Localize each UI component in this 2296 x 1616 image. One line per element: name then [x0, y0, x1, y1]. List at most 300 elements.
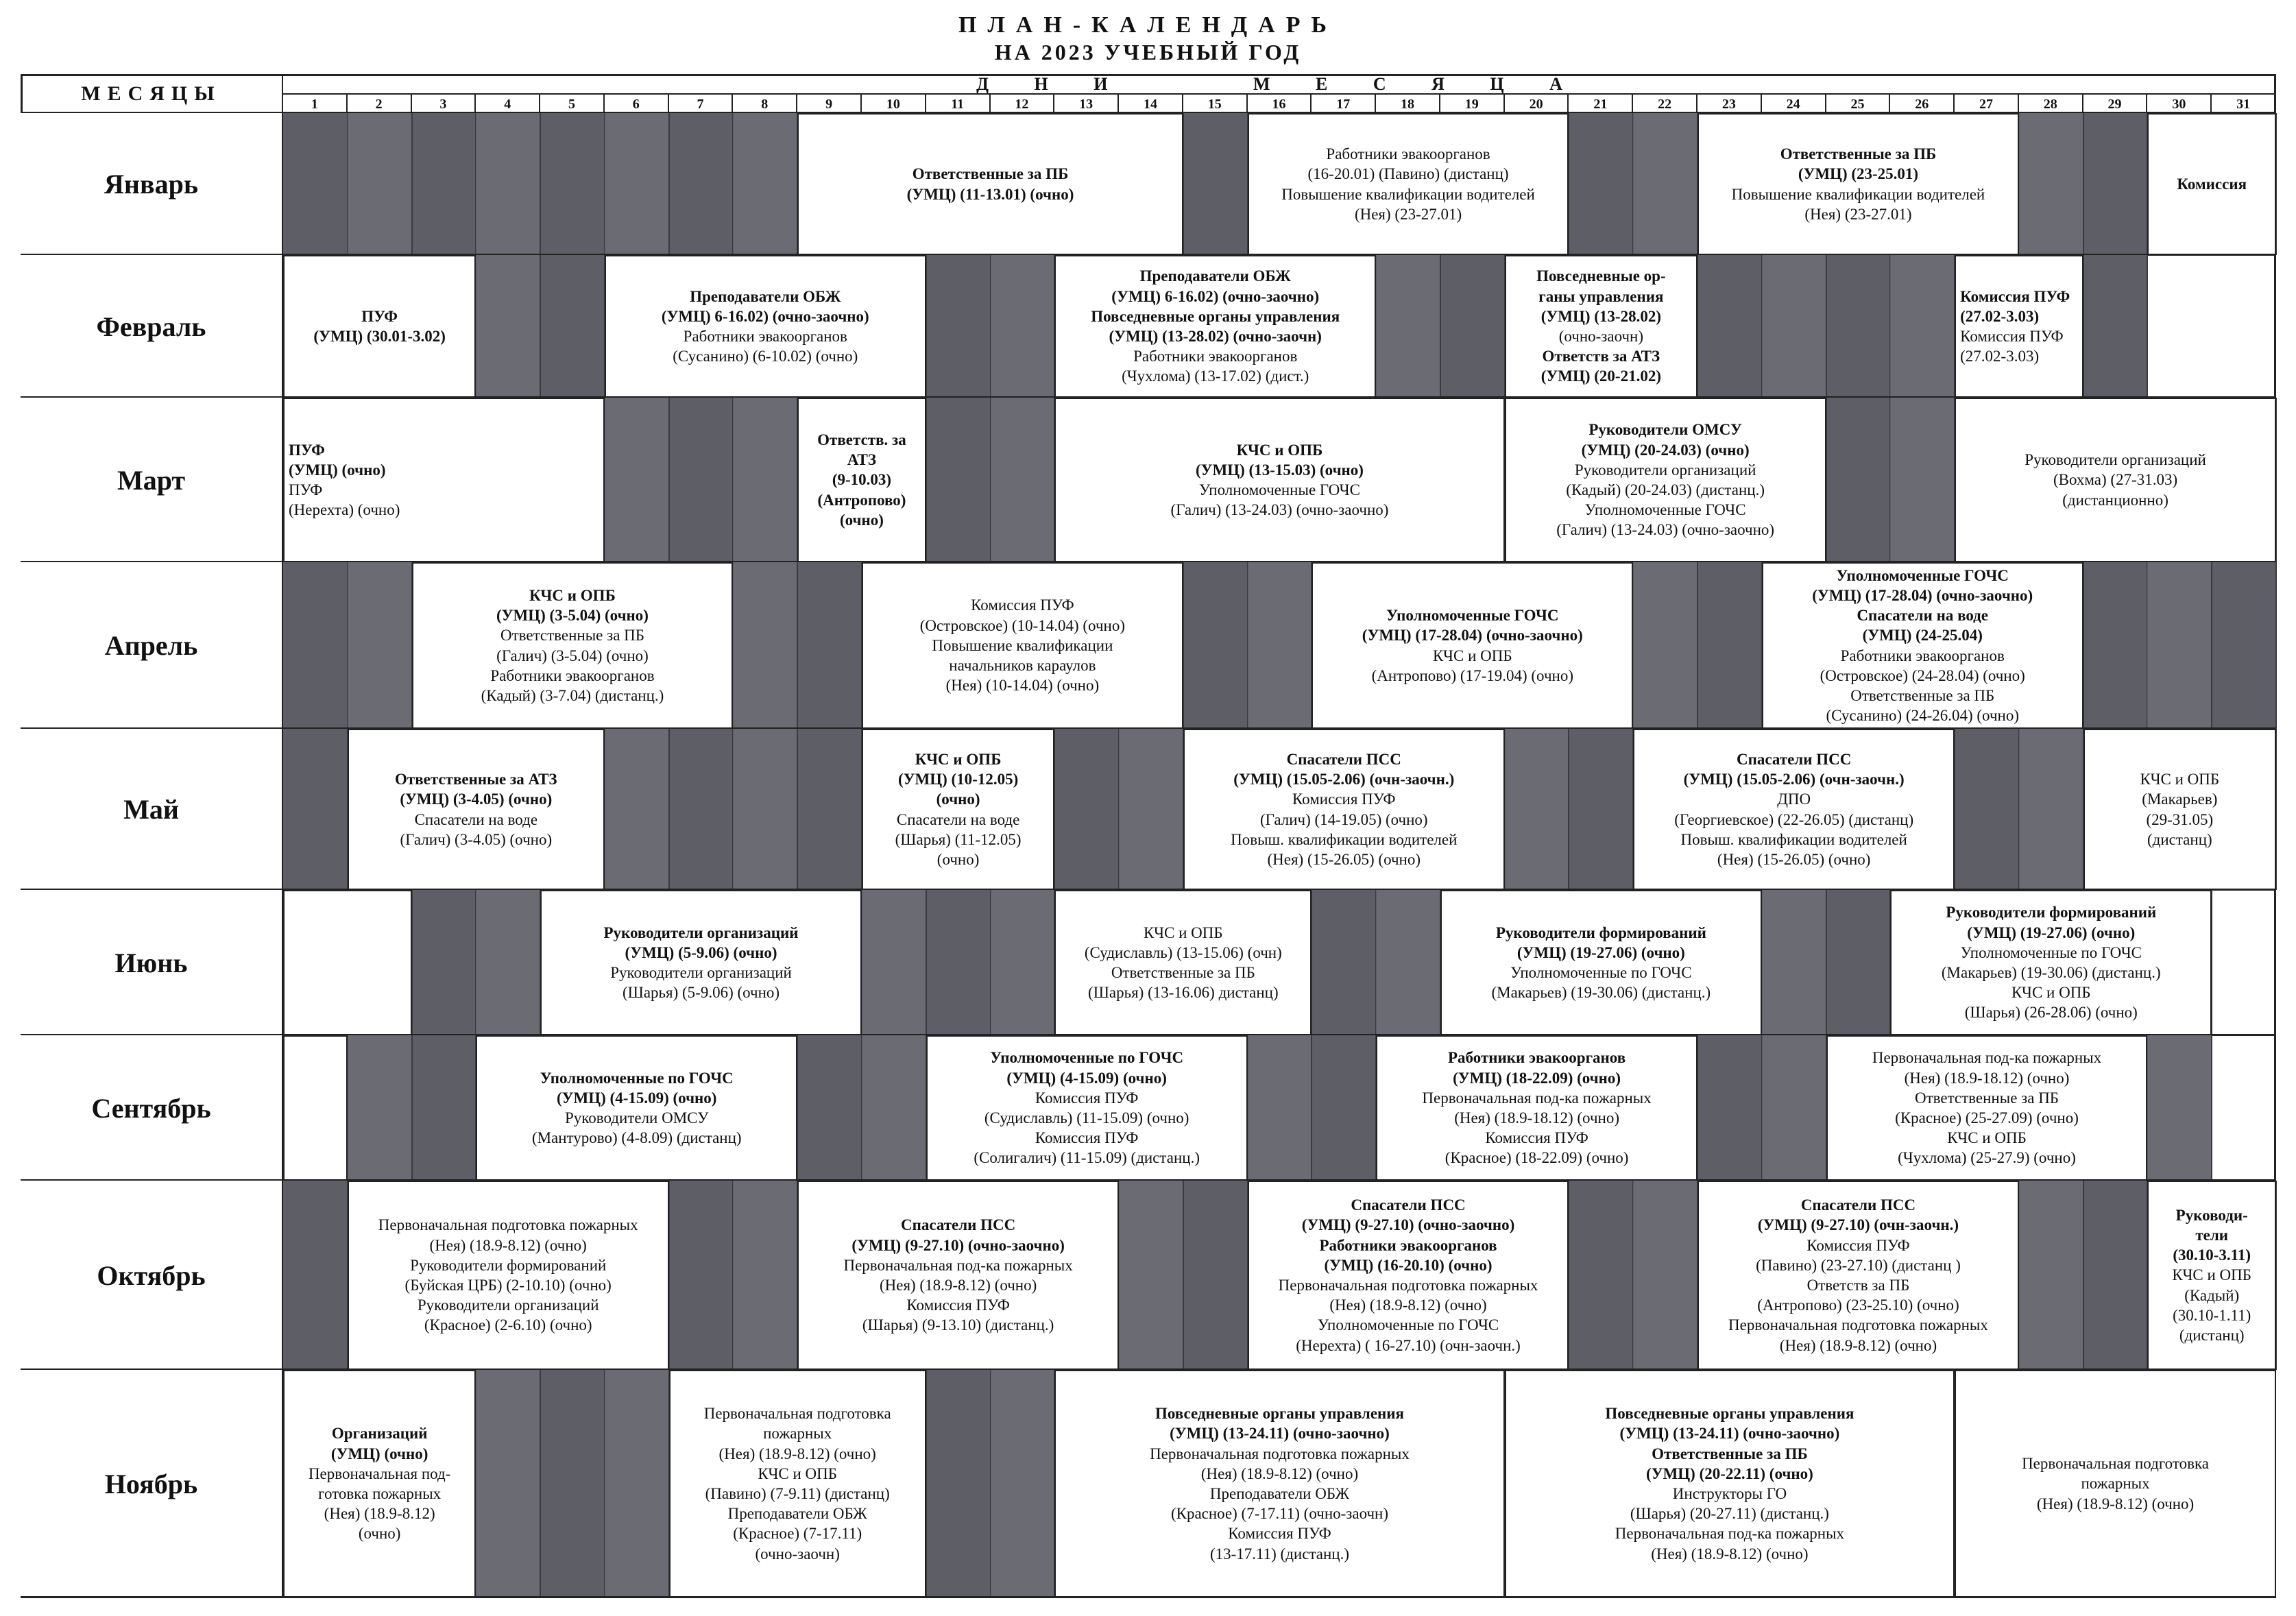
- event-line: Первоначальная под-ка пожарных: [1615, 1525, 1845, 1543]
- day-number: 8: [733, 95, 797, 114]
- event-line: (Островское) (10-14.04) (очно): [919, 616, 1125, 634]
- month-label: Сентябрь: [21, 1035, 283, 1181]
- event-line: Комиссия: [2177, 175, 2247, 193]
- event-cell: [2147, 1181, 2276, 1370]
- day-stripe: [862, 890, 926, 1035]
- event-line: Ответственные за ПБ: [1850, 686, 1995, 704]
- event-cell: [862, 729, 1054, 890]
- event-cell: [1890, 890, 2212, 1035]
- event-cell: [1955, 398, 2276, 562]
- day-stripe: [1890, 398, 1955, 562]
- event-line: (Кадый) (3-7.04) (дистанц.): [481, 686, 664, 704]
- day-divider: [2275, 562, 2277, 729]
- event-line: (Кадый): [2184, 1286, 2240, 1304]
- event-line: Спасатели ПСС: [900, 1216, 1016, 1234]
- event-line: (Галич) (13-24.03) (очно-заочно): [1556, 521, 1775, 539]
- day-stripe: [605, 113, 669, 255]
- day-stripe: [1248, 1035, 1312, 1181]
- day-stripe: [605, 1370, 669, 1597]
- day-number: 17: [1312, 95, 1376, 114]
- event-cell: [1762, 562, 2083, 729]
- event-line: (Солигалич) (11-15.09) (дистанц.): [974, 1149, 1200, 1167]
- event-line: КЧС и ОПБ: [1947, 1129, 2027, 1147]
- event-line: Повседневные органы управления: [1605, 1405, 1854, 1423]
- event-line: пожарных: [763, 1425, 832, 1443]
- day-number: 3: [412, 95, 476, 114]
- event-line: Уполномоченные ГОЧС: [1584, 501, 1746, 519]
- event-line: (Галич) (3-4.05) (очно): [400, 830, 553, 848]
- event-line: Работники эвакоорганов: [683, 328, 847, 345]
- event-line: (Нея) (18.9-8.12) (очно): [879, 1277, 1037, 1294]
- event-line: Уполномоченные ГОЧС: [1386, 607, 1559, 625]
- event-cell: [1955, 1370, 2276, 1597]
- month-label: Октябрь: [21, 1181, 283, 1370]
- day-number: 26: [1890, 95, 1955, 114]
- event-line: (дистанц): [2147, 830, 2212, 848]
- day-stripe: [2147, 1035, 2212, 1181]
- event-line: (Антропово) (17-19.04) (очно): [1371, 666, 1574, 684]
- event-line: Первоначальная подготовка: [703, 1405, 891, 1423]
- event-line: Первоначальная подготовка пожарных: [1278, 1277, 1538, 1294]
- event-line: (Шарья) (13-16.06) дистанц): [1088, 984, 1279, 1002]
- event-line: Спасатели на воде: [896, 810, 1020, 828]
- day-divider: [1440, 255, 1441, 398]
- day-number: 30: [2147, 95, 2212, 114]
- event-line: Ответств за АТЗ: [1542, 348, 1660, 365]
- event-line: Преподаватели ОБЖ: [1209, 1485, 1350, 1502]
- event-line: (Нея) (15-26.05) (очно): [1717, 850, 1871, 868]
- event-line: Первоначальная под-ка пожарных: [843, 1256, 1073, 1274]
- day-stripe: [733, 729, 797, 890]
- day-divider: [1697, 562, 1698, 729]
- day-stripe: [1248, 562, 1312, 729]
- event-line: КЧС и ОПБ: [529, 586, 616, 604]
- event-line: (УМЦ) (13-15.03) (очно): [1195, 461, 1364, 479]
- event-line: Работники эвакоорганов: [1840, 647, 2005, 664]
- event-line: (Нея) (15-26.05) (очно): [1267, 850, 1421, 868]
- event-line: Комиссия ПУФ: [1960, 287, 2070, 305]
- event-cell: [1376, 1035, 1697, 1181]
- event-line: Повышение квалификации водителей: [1731, 185, 1985, 203]
- event-line: (УМЦ) (4-15.09) (очно): [1006, 1069, 1167, 1087]
- event-line: Спасатели ПСС: [1351, 1196, 1466, 1214]
- event-cell: [1697, 1181, 2019, 1370]
- day-divider: [668, 113, 670, 255]
- event-line: Ответственные за ПБ: [1111, 964, 1255, 981]
- event-line: Организаций: [331, 1425, 428, 1443]
- event-line: (Макарьев): [2142, 791, 2218, 808]
- event-line: (очно-заочн): [1558, 328, 1644, 345]
- days-header: Д Н И М Е С Я Ц А: [283, 74, 2276, 95]
- event-line: (Нея) (18.9-18.12) (очно): [1454, 1109, 1619, 1126]
- day-stripe: [1762, 1035, 1826, 1181]
- event-line: Первоначальная подготовка пожарных: [1150, 1445, 1410, 1462]
- event-line: КЧС и ОПБ: [915, 750, 1002, 768]
- page-subtitle: НА 2023 УЧЕБНЫЙ ГОД: [994, 40, 1302, 64]
- event-line: Спасатели ПСС: [1286, 750, 1401, 768]
- event-line: (Нея) (18.9-8.12) (очно): [2036, 1495, 2195, 1512]
- event-line: Повышение квалификации водителей: [1281, 185, 1535, 203]
- day-number: 24: [1762, 95, 1826, 114]
- event-line: (УМЦ) (17-28.04) (очно-заочно): [1362, 627, 1583, 644]
- day-stripe: [1119, 729, 1183, 890]
- event-cell: [1054, 255, 1376, 398]
- event-line: (29-31.05): [2146, 810, 2214, 828]
- day-stripe: [2147, 562, 2212, 729]
- day-number: 9: [797, 95, 862, 114]
- event-line: (Галич) (14-19.05) (очно): [1259, 810, 1428, 828]
- event-line: Уполномоченные ГОЧС: [1199, 481, 1360, 498]
- day-number: 19: [1440, 95, 1505, 114]
- day-stripe: [348, 113, 412, 255]
- event-line: Уполномоченные ГОЧС: [1836, 566, 2009, 584]
- day-stripe: [1376, 255, 1440, 398]
- day-number: 13: [1054, 95, 1119, 114]
- event-line: (Шарья) (9-13.10) (дистанц.): [862, 1316, 1054, 1334]
- event-cell: [797, 1181, 1119, 1370]
- event-line: (30.10-1.11): [2173, 1306, 2251, 1324]
- event-line: Руководители организаций: [2025, 451, 2206, 469]
- event-cell: [283, 398, 605, 562]
- day-stripe: [605, 729, 669, 890]
- day-number: 25: [1826, 95, 1891, 114]
- event-line: готовка пожарных: [318, 1485, 442, 1502]
- day-divider: [540, 113, 541, 255]
- event-line: (Антропово) (23-25.10) (очно): [1757, 1297, 1959, 1314]
- event-line: ПУФ: [289, 441, 325, 459]
- event-line: (Нея) (18.9-8.12) (очно): [1651, 1545, 1809, 1563]
- month-label: Май: [21, 729, 283, 890]
- day-divider: [540, 1370, 541, 1597]
- event-line: (дистанц): [2179, 1327, 2245, 1344]
- event-line: (очно): [358, 1525, 401, 1543]
- event-line: КЧС и ОПБ: [1433, 647, 1512, 664]
- event-cell: [797, 398, 926, 562]
- day-divider: [1826, 890, 1827, 1035]
- event-line: (Нея) (18.9-8.12) (очно): [718, 1445, 876, 1462]
- event-line: Ответств за ПБ: [1806, 1277, 1910, 1294]
- event-line: (Макарьев) (19-30.06) (дистанц.): [1941, 964, 2161, 981]
- day-stripe: [476, 890, 540, 1035]
- day-stripe: [2019, 729, 2083, 890]
- event-line: Работники эвакоорганов: [1319, 1236, 1497, 1254]
- event-cell: [1248, 113, 1569, 255]
- event-line: Повседневные ор-: [1536, 267, 1666, 285]
- event-line: Уполномоченные по ГОЧС: [1960, 943, 2142, 961]
- event-line: (Красное) (18-22.09) (очно): [1445, 1149, 1629, 1167]
- event-line: Работники эвакоорганов: [1133, 348, 1298, 365]
- month-label: Апрель: [21, 562, 283, 729]
- event-line: (УМЦ) 6-16.02) (очно-заочно): [661, 307, 869, 325]
- day-number: 23: [1697, 95, 1762, 114]
- event-line: Уполномоченные по ГОЧС: [1317, 1316, 1499, 1334]
- event-line: Ответственные за ПБ: [1780, 145, 1937, 163]
- event-cell: [797, 113, 1183, 255]
- event-line: (Чухлома) (25-27.9) (очно): [1898, 1149, 2076, 1167]
- event-cell: [1054, 1370, 1504, 1597]
- event-line: Первоначальная подготовка пожарных: [1728, 1316, 1988, 1334]
- event-line: (УМЦ) (9-27.10) (очно-заочно): [1301, 1216, 1515, 1234]
- event-line: Руководи-: [2175, 1206, 2248, 1224]
- event-cell: [283, 890, 412, 1035]
- day-number: 21: [1569, 95, 1633, 114]
- event-line: Инструкторы ГО: [1672, 1485, 1787, 1502]
- event-cell: [283, 1035, 348, 1181]
- event-line: ПУФ: [289, 481, 323, 498]
- event-cell: [1505, 1370, 1955, 1597]
- event-line: (Буйская ЦРБ) (2-10.10) (очно): [404, 1277, 612, 1294]
- day-stripe: [1633, 113, 1697, 255]
- event-cell: [1054, 890, 1312, 1035]
- event-line: (УМЦ) (очно): [330, 1445, 428, 1462]
- event-line: (УМЦ) (4-15.09) (очно): [557, 1089, 717, 1107]
- event-line: КЧС и ОПБ: [758, 1464, 837, 1482]
- day-divider: [2083, 1181, 2084, 1370]
- event-line: Комиссия ПУФ: [1035, 1129, 1139, 1147]
- event-cell: [283, 255, 476, 398]
- event-line: (Шарья) (20-27.11) (дистанц.): [1630, 1505, 1829, 1523]
- event-cell: [1505, 255, 1697, 398]
- event-line: (УМЦ) 6-16.02) (очно-заочно): [1111, 287, 1320, 305]
- event-line: Комиссия ПУФ: [1228, 1525, 1331, 1543]
- event-line: (УМЦ) (16-20.10) (очно): [1324, 1256, 1493, 1274]
- event-line: (Нея) (18.9-18.12) (очно): [1904, 1069, 2070, 1087]
- event-cell: [926, 1035, 1248, 1181]
- event-line: (УМЦ) (23-25.01): [1798, 165, 1919, 183]
- event-line: Первоначальная под-: [308, 1464, 451, 1482]
- month-label: Март: [21, 398, 283, 562]
- event-line: Повседневные органы управления: [1155, 1405, 1404, 1423]
- event-line: (Нея) (18.9-8.12) (очно): [1200, 1464, 1359, 1482]
- event-cell: [348, 1181, 669, 1370]
- event-line: (УМЦ) (17-28.04) (очно-заочно): [1812, 586, 2033, 604]
- event-line: (Красное) (7-17.11) (очно-заочн): [1170, 1505, 1389, 1523]
- event-line: (УМЦ) (24-25.04): [1862, 627, 1983, 644]
- day-stripe: [1633, 1181, 1697, 1370]
- day-divider: [668, 729, 670, 890]
- event-line: Руководители организаций: [603, 924, 799, 941]
- event-line: Руководители организаций: [610, 964, 792, 981]
- event-line: ДПО: [1777, 791, 1811, 808]
- event-line: (Нерехта) ( 16-27.10) (очн-заочн.): [1296, 1336, 1521, 1354]
- day-stripe: [476, 255, 540, 398]
- event-line: Комиссия ПУФ: [971, 596, 1074, 614]
- day-divider: [1826, 255, 1827, 398]
- event-line: (УМЦ) (30.01-3.02): [313, 328, 446, 345]
- event-cell: [476, 1035, 797, 1181]
- event-line: Повседневные органы управления: [1091, 307, 1340, 325]
- event-line: Повышение квалификации: [932, 636, 1113, 654]
- day-stripe: [348, 1035, 412, 1181]
- month-label: Июнь: [21, 890, 283, 1035]
- event-line: Первоначальная подготовка пожарных: [378, 1216, 638, 1234]
- event-line: (Павино) (23-27.10) (дистанц ): [1756, 1256, 1961, 1274]
- event-line: (УМЦ) (13-28.02): [1540, 307, 1661, 325]
- event-line: (УМЦ) (18-22.09) (очно): [1453, 1069, 1621, 1087]
- event-line: (очно-заочн): [755, 1545, 840, 1563]
- event-line: Преподаватели ОБЖ: [727, 1505, 867, 1523]
- event-line: Уполномоченные по ГОЧС: [1510, 964, 1692, 981]
- day-stripe: [348, 562, 412, 729]
- event-line: (Нея) (23-27.01): [1354, 205, 1462, 223]
- event-line: Ответственные за ПБ: [1915, 1089, 2059, 1107]
- event-cell: [862, 562, 1183, 729]
- day-divider: [2083, 113, 2084, 255]
- day-stripe: [1119, 1181, 1183, 1370]
- day-number: 7: [669, 95, 734, 114]
- day-number: 12: [991, 95, 1055, 114]
- event-cell: [1248, 1181, 1569, 1370]
- event-line: КЧС и ОПБ: [2140, 771, 2220, 788]
- day-number: 28: [2019, 95, 2083, 114]
- event-cell: [1440, 890, 1762, 1035]
- day-divider: [926, 890, 927, 1035]
- day-stripe: [2019, 113, 2083, 255]
- event-line: Работники эвакоорганов: [490, 666, 655, 684]
- event-cell: [1955, 255, 2083, 398]
- event-line: Повыш. квалификации водителей: [1231, 830, 1458, 848]
- day-stripe: [862, 1035, 926, 1181]
- event-line: (Мантурово) (4-8.09) (дистанц): [531, 1129, 742, 1147]
- event-line: (УМЦ) (11-13.01) (очно): [906, 185, 1074, 203]
- day-stripe: [991, 890, 1055, 1035]
- event-line: (дистанционно): [2062, 491, 2168, 509]
- event-line: Комиссия ПУФ: [1292, 791, 1396, 808]
- event-line: Ответственные за АТЗ: [395, 771, 557, 788]
- day-number: 20: [1505, 95, 1569, 114]
- event-line: Руководители формирований: [1946, 904, 2157, 921]
- day-divider: [2211, 1035, 2212, 1181]
- event-cell: [1633, 729, 1955, 890]
- day-divider: [2147, 255, 2148, 398]
- event-line: (УМЦ) (15.05-2.06) (очн-заочн.): [1683, 771, 1905, 788]
- event-cell: [605, 255, 926, 398]
- event-line: (Нея) (18.9-8.12) (очно): [1779, 1336, 1937, 1354]
- event-line: Повыш. квалификации водителей: [1680, 830, 1907, 848]
- page-title: ПЛАН-КАЛЕНДАРЬ: [958, 12, 1338, 38]
- day-number: 2: [348, 95, 412, 114]
- event-cell: [2147, 113, 2276, 255]
- event-line: (Шарья) (5-9.06) (очно): [622, 984, 780, 1002]
- months-header: МЕСЯЦЫ: [21, 74, 283, 114]
- event-line: (УМЦ) (19-27.06) (очно): [1516, 943, 1685, 961]
- month-label: Февраль: [21, 255, 283, 398]
- event-line: (УМЦ) (20-24.03) (очно): [1581, 441, 1750, 459]
- event-line: (Георгиевское) (22-26.05) (дистанц): [1674, 810, 1914, 828]
- event-line: (Нерехта) (очно): [289, 501, 400, 519]
- day-number: 6: [605, 95, 669, 114]
- day-stripe: [1762, 890, 1826, 1035]
- month-label: Январь: [21, 113, 283, 255]
- event-line: ПУФ: [361, 307, 398, 325]
- event-line: Комиссия ПУФ: [1806, 1236, 1910, 1254]
- event-line: КЧС и ОПБ: [2011, 984, 2091, 1002]
- event-cell: [1054, 398, 1504, 562]
- event-cell: [1312, 562, 1633, 729]
- day-divider: [411, 113, 413, 255]
- event-line: начальников караулов: [949, 657, 1096, 675]
- day-number: 4: [476, 95, 540, 114]
- event-line: (Красное) (25-27.09) (очно): [1895, 1109, 2079, 1126]
- event-line: Спасатели ПСС: [1800, 1196, 1916, 1214]
- event-line: (Нея) (18.9-8.12) (очно): [429, 1236, 587, 1254]
- event-cell: [283, 1370, 476, 1597]
- event-line: (Сусанино) (6-10.02) (очно): [673, 348, 858, 365]
- day-stripe: [733, 1181, 797, 1370]
- event-line: Работники эвакоорганов: [1326, 145, 1490, 163]
- day-stripe: [991, 398, 1055, 562]
- day-stripe: [1376, 890, 1440, 1035]
- event-line: (Нея) (18.9-8.12) (очно): [1329, 1297, 1487, 1314]
- day-divider: [2211, 562, 2212, 729]
- day-divider: [1311, 1035, 1312, 1181]
- event-line: (Галич) (3-5.04) (очно): [496, 647, 649, 664]
- event-line: Уполномоченные по ГОЧС: [540, 1069, 734, 1087]
- event-line: Комиссия ПУФ: [906, 1297, 1010, 1314]
- day-stripe: [733, 562, 797, 729]
- event-line: (Судиславль) (11-15.09) (очно): [984, 1109, 1189, 1126]
- event-line: (УМЦ) (20-21.02): [1540, 367, 1661, 385]
- event-line: Уполномоченные по ГОЧС: [990, 1049, 1184, 1067]
- event-line: (УМЦ) (19-27.06) (очно): [1967, 924, 2136, 941]
- event-line: (УМЦ) (20-22.11) (очно): [1646, 1464, 1813, 1482]
- day-stripe: [476, 1370, 540, 1597]
- day-stripe: [1762, 255, 1826, 398]
- day-number: 14: [1119, 95, 1183, 114]
- day-number: 27: [1955, 95, 2019, 114]
- event-line: Ответственные за ПБ: [912, 165, 1069, 183]
- event-cell: [412, 562, 734, 729]
- event-line: (УМЦ) (10-12.05): [897, 771, 1019, 788]
- event-line: АТЗ: [847, 451, 876, 469]
- day-stripe: [991, 255, 1055, 398]
- event-line: (Шарья) (26-28.06) (очно): [1964, 1004, 2138, 1022]
- event-line: (УМЦ) (3-4.05) (очно): [400, 791, 553, 808]
- day-number: 10: [862, 95, 926, 114]
- event-line: (Шарья) (11-12.05): [895, 830, 1022, 848]
- event-line: Первоначальная под-ка пожарных: [1422, 1089, 1652, 1107]
- event-line: (УМЦ) (очно): [289, 461, 386, 479]
- day-number: 29: [2083, 95, 2148, 114]
- event-line: Руководители формирований: [410, 1256, 607, 1274]
- event-line: (27.02-3.03): [1960, 348, 2040, 365]
- event-line: Спасатели на воде: [414, 810, 538, 828]
- event-line: КЧС и ОПБ: [2172, 1266, 2251, 1284]
- event-line: Комиссия ПУФ: [1960, 328, 2064, 345]
- month-label: Ноябрь: [21, 1370, 283, 1597]
- day-stripe: [733, 113, 797, 255]
- event-line: (16-20.01) (Павино) (дистанц): [1307, 165, 1509, 183]
- event-line: (Сусанино) (24-26.04) (очно): [1826, 707, 2019, 725]
- day-number: 5: [540, 95, 605, 114]
- event-line: Преподаватели ОБЖ: [690, 287, 841, 305]
- event-line: (Кадый) (20-24.03) (дистанц.): [1566, 481, 1765, 498]
- day-number: 11: [926, 95, 991, 114]
- event-line: КЧС и ОПБ: [1236, 441, 1323, 459]
- event-line: (очно): [936, 850, 980, 868]
- day-number: 18: [1376, 95, 1440, 114]
- event-line: (Нея) (23-27.01): [1804, 205, 1912, 223]
- event-line: (очно): [936, 791, 980, 808]
- event-line: (27.02-3.03): [1960, 307, 2040, 325]
- event-line: (УМЦ) (5-9.06) (очно): [625, 943, 777, 961]
- event-cell: [1505, 398, 1826, 562]
- day-number: 15: [1183, 95, 1248, 114]
- event-line: (Красное) (7-17.11): [733, 1525, 862, 1543]
- event-line: (13-17.11) (дистанц.): [1209, 1545, 1350, 1563]
- event-line: Руководители ОМСУ: [564, 1109, 709, 1126]
- event-line: Ответств. за: [817, 431, 906, 448]
